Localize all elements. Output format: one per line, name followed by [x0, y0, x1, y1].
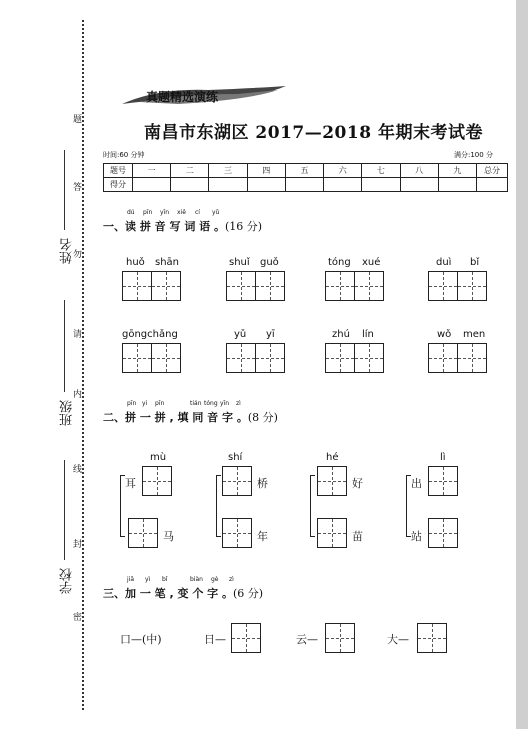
word-pinyin: bǐ: [470, 257, 480, 268]
group-pinyin: lì: [440, 452, 446, 463]
writing-grid[interactable]: [457, 343, 487, 373]
table-row: [104, 178, 508, 192]
writing-grid[interactable]: [222, 518, 252, 548]
score-cell[interactable]: [324, 178, 362, 192]
heading-pinyin: yì: [145, 576, 151, 583]
seal-char: 内: [73, 385, 82, 402]
given-char: 苗: [352, 530, 363, 543]
writing-grid[interactable]: [354, 271, 384, 301]
section-3-heading: 三、加 一 笔 , 变 个 字 。(6 分): [103, 587, 264, 600]
given-char: 站: [411, 530, 422, 543]
section-2-heading: 二、拼 一 拼 , 填 同 音 字 。(8 分): [103, 411, 278, 424]
exam-title: 南昌市东湖区 2017—2018 年期末考试卷: [144, 123, 483, 143]
table-cell: 总分: [477, 164, 508, 178]
full-score-info: 满分:100 分: [454, 151, 493, 159]
score-cell[interactable]: [438, 178, 476, 192]
seal-char: 请: [73, 325, 82, 342]
time-info: 时间:60 分钟: [103, 151, 145, 159]
heading-pinyin: pīn: [143, 209, 153, 216]
score-cell[interactable]: [247, 178, 285, 192]
heading-pinyin: xiě: [177, 209, 186, 216]
group-pinyin: hé: [326, 452, 339, 463]
heading-pinyin: yīn: [160, 209, 170, 216]
heading-pinyin: yīn: [220, 400, 230, 407]
writing-grid[interactable]: [128, 518, 158, 548]
heading-pinyin: dú: [127, 209, 135, 216]
word-pinyin: men: [463, 329, 486, 340]
item-prefix: 大—: [387, 633, 409, 646]
writing-grid[interactable]: [317, 466, 347, 496]
word-pinyin: lín: [362, 329, 374, 340]
heading-pinyin: yi: [142, 400, 148, 407]
score-cell[interactable]: [362, 178, 400, 192]
word-pinyin: shuǐ: [229, 257, 250, 268]
school-label: 学校: [60, 568, 75, 594]
writing-grid[interactable]: [151, 271, 181, 301]
word-pinyin: yī: [266, 329, 275, 340]
word-pinyin: gōngchǎng: [122, 329, 178, 340]
writing-grid[interactable]: [417, 623, 447, 653]
example-text: 口—(中): [120, 633, 162, 646]
table-cell: 三: [209, 164, 247, 178]
table-cell: 七: [362, 164, 400, 178]
score-table: [103, 163, 508, 192]
seal-char: 密: [73, 608, 82, 625]
word-pinyin: shān: [155, 257, 180, 268]
writing-grid[interactable]: [255, 271, 285, 301]
writing-grid[interactable]: [428, 466, 458, 496]
table-cell: 五: [285, 164, 323, 178]
class-blank[interactable]: [64, 300, 65, 392]
school-blank[interactable]: [64, 460, 65, 560]
writing-grid[interactable]: [354, 343, 384, 373]
word-pinyin: wǒ: [437, 329, 452, 340]
page-edge: [516, 0, 528, 729]
writing-grid[interactable]: [428, 271, 458, 301]
writing-grid[interactable]: [231, 623, 261, 653]
score-cell[interactable]: [477, 178, 508, 192]
score-cell[interactable]: [209, 178, 247, 192]
brace: [216, 475, 221, 537]
heading-pinyin: pīn: [155, 400, 165, 407]
given-char: 马: [163, 530, 174, 543]
score-cell[interactable]: [133, 178, 171, 192]
group-pinyin: mù: [150, 452, 167, 463]
table-row: [104, 164, 508, 178]
table-cell: 题号: [104, 164, 133, 178]
writing-grid[interactable]: [428, 518, 458, 548]
word-pinyin: xué: [362, 257, 381, 268]
writing-grid[interactable]: [151, 343, 181, 373]
seal-char: 线: [73, 460, 82, 477]
writing-grid[interactable]: [457, 271, 487, 301]
table-cell: 九: [438, 164, 476, 178]
name-label: 姓名: [60, 238, 75, 264]
heading-pinyin: bǐ: [162, 576, 168, 583]
word-pinyin: yǔ: [234, 329, 247, 340]
writing-grid[interactable]: [226, 343, 256, 373]
name-blank[interactable]: [64, 150, 65, 230]
given-char: 出: [411, 477, 422, 490]
writing-grid[interactable]: [325, 271, 355, 301]
heading-pinyin: gè: [211, 576, 219, 583]
seal-char: 题: [73, 110, 82, 127]
writing-grid[interactable]: [317, 518, 347, 548]
heading-pinyin: jiā: [127, 576, 135, 583]
word-pinyin: huǒ: [126, 257, 145, 268]
table-cell: 六: [324, 164, 362, 178]
heading-pinyin: yǔ: [212, 209, 220, 216]
given-char: 桥: [257, 477, 268, 490]
table-cell: 四: [247, 164, 285, 178]
section-1-heading: 一、读 拼 音 写 词 语 。(16 分): [103, 220, 263, 233]
given-char: 年: [257, 530, 268, 543]
brace: [310, 475, 315, 537]
table-cell: 得分: [104, 178, 133, 192]
writing-grid[interactable]: [226, 271, 256, 301]
heading-pinyin: biàn: [190, 576, 203, 583]
word-pinyin: guǒ: [260, 257, 279, 268]
heading-pinyin: tóng: [204, 400, 218, 407]
writing-grid[interactable]: [122, 271, 152, 301]
word-pinyin: zhú: [332, 329, 350, 340]
writing-grid[interactable]: [142, 466, 172, 496]
heading-pinyin: zì: [229, 576, 234, 583]
item-prefix: 日—: [204, 633, 226, 646]
binding-dotted-line: [82, 20, 84, 710]
writing-grid[interactable]: [222, 466, 252, 496]
given-char: 好: [352, 477, 363, 490]
word-pinyin: tóng: [328, 257, 351, 268]
given-char: 耳: [125, 477, 136, 490]
writing-grid[interactable]: [255, 343, 285, 373]
heading-pinyin: tián: [190, 400, 202, 407]
heading-pinyin: cí: [195, 209, 200, 216]
writing-grid[interactable]: [428, 343, 458, 373]
word-pinyin: duì: [436, 257, 452, 268]
seal-char: 答: [73, 178, 82, 195]
group-pinyin: shí: [228, 452, 243, 463]
writing-grid[interactable]: [325, 623, 355, 653]
class-label: 班级: [60, 400, 75, 426]
writing-grid[interactable]: [122, 343, 152, 373]
seal-char: 封: [73, 535, 82, 552]
item-prefix: 云—: [296, 633, 318, 646]
heading-pinyin: zì: [236, 400, 241, 407]
table-cell: 一: [133, 164, 171, 178]
score-cell[interactable]: [171, 178, 209, 192]
writing-grid[interactable]: [325, 343, 355, 373]
table-cell: 八: [400, 164, 438, 178]
score-cell[interactable]: [285, 178, 323, 192]
banner-title: 真题精选演练: [146, 90, 219, 104]
score-cell[interactable]: [400, 178, 438, 192]
seal-char: 勿: [73, 245, 82, 262]
table-cell: 二: [171, 164, 209, 178]
heading-pinyin: pīn: [127, 400, 137, 407]
